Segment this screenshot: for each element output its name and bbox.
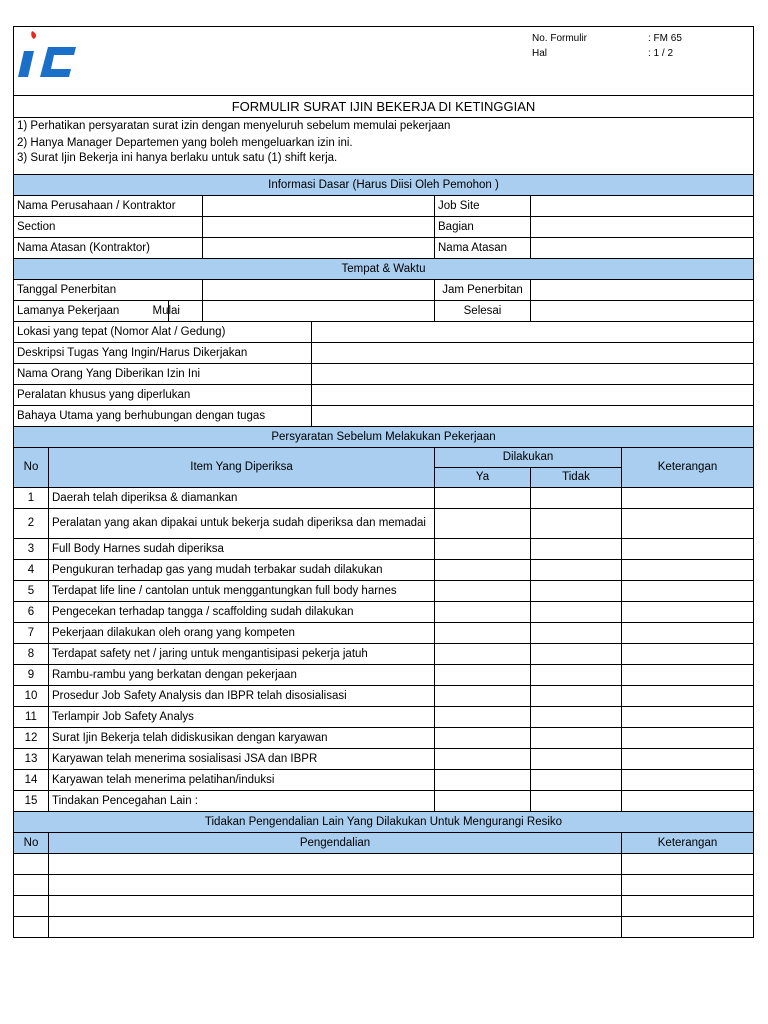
ctrl-col-no: No	[14, 833, 49, 854]
ctrl-text-cell[interactable]	[49, 854, 622, 875]
requirement-row	[14, 728, 754, 749]
req-ya-cell[interactable]	[435, 602, 531, 623]
requirement-row	[14, 602, 754, 623]
req-no: 10	[14, 686, 49, 707]
job-site-field[interactable]	[531, 196, 754, 217]
req-no: 11	[14, 707, 49, 728]
req-keterangan-cell[interactable]	[622, 707, 754, 728]
atasan-field[interactable]	[531, 238, 754, 259]
req-item-text: Terlampir Job Safety Analys	[49, 707, 435, 728]
req-tidak-cell[interactable]	[531, 644, 622, 665]
hal-value: : 1 / 2	[648, 48, 674, 59]
controls-section-title: Tidakan Pengendalian Lain Yang Dilakukan Untuk Mengurangi Resiko	[14, 812, 754, 833]
lama-text: Lamanya Pekerjaan	[17, 304, 120, 317]
req-ya-cell[interactable]	[435, 749, 531, 770]
req-item-text: Terdapat safety net / jaring untuk mengantisipasi pekerja jatuh	[49, 644, 435, 665]
requirement-row	[14, 749, 754, 770]
ctrl-note-cell[interactable]	[622, 896, 754, 917]
requirement-row	[14, 488, 754, 509]
ctrl-col-keterangan: Keterangan	[622, 833, 754, 854]
mulai-time-field[interactable]	[203, 301, 435, 322]
req-item-text: Rambu-rambu yang berkatan dengan pekerjaan	[49, 665, 435, 686]
req-no: 5	[14, 581, 49, 602]
lama-label	[14, 301, 180, 322]
req-keterangan-cell[interactable]	[622, 560, 754, 581]
req-no: 2	[14, 509, 49, 539]
req-ya-cell[interactable]	[435, 770, 531, 791]
ctrl-no-cell[interactable]	[14, 875, 49, 896]
requirement-row	[14, 791, 754, 812]
req-tidak-cell[interactable]	[531, 509, 622, 539]
requirement-row	[14, 623, 754, 644]
req-item-text: Terdapat life line / cantolan untuk menggantungkan full body harnes	[49, 581, 435, 602]
selesai-field[interactable]	[531, 301, 754, 322]
req-keterangan-cell[interactable]	[622, 602, 754, 623]
req-keterangan-cell[interactable]	[622, 749, 754, 770]
req-tidak-cell[interactable]	[531, 488, 622, 509]
req-tidak-cell[interactable]	[531, 749, 622, 770]
tanggal-field[interactable]	[203, 280, 435, 301]
req-tidak-cell[interactable]	[531, 707, 622, 728]
req-keterangan-cell[interactable]	[622, 686, 754, 707]
req-ya-cell[interactable]	[435, 707, 531, 728]
req-item-text: Full Body Harnes sudah diperiksa	[49, 539, 435, 560]
req-tidak-cell[interactable]	[531, 665, 622, 686]
req-ya-cell[interactable]	[435, 488, 531, 509]
peralatan-label: Peralatan khusus yang diperlukan	[14, 385, 312, 406]
req-item-text: Daerah telah diperiksa & diamankan	[49, 488, 435, 509]
ctrl-text-cell[interactable]	[49, 917, 622, 938]
nama-orang-label: Nama Orang Yang Diberikan Izin Ini	[14, 364, 312, 385]
req-no: 9	[14, 665, 49, 686]
req-item-text: Tindakan Pencegahan Lain :	[49, 791, 435, 812]
req-ya-cell[interactable]	[435, 644, 531, 665]
requirement-row	[14, 770, 754, 791]
req-no: 13	[14, 749, 49, 770]
requirement-row	[14, 686, 754, 707]
section-label: Section	[14, 217, 203, 238]
bagian-label: Bagian	[435, 217, 531, 238]
atasan-kontraktor-field[interactable]	[203, 238, 435, 259]
section-field[interactable]	[203, 217, 435, 238]
req-keterangan-cell[interactable]	[622, 581, 754, 602]
job-site-label: Job Site	[435, 196, 531, 217]
req-keterangan-cell[interactable]	[622, 644, 754, 665]
req-keterangan-cell[interactable]	[622, 488, 754, 509]
requirement-row	[14, 509, 754, 539]
req-ya-cell[interactable]	[435, 623, 531, 644]
bagian-field[interactable]	[531, 217, 754, 238]
req-no: 4	[14, 560, 49, 581]
req-col-tidak: Tidak	[531, 468, 622, 488]
req-no: 7	[14, 623, 49, 644]
bahaya-field[interactable]	[312, 406, 754, 427]
req-keterangan-cell[interactable]	[622, 728, 754, 749]
control-row	[14, 875, 754, 896]
form-no-label: No. Formulir	[532, 33, 588, 44]
req-keterangan-cell[interactable]	[622, 539, 754, 560]
note-2: 2) Hanya Manager Departemen yang boleh mengeluarkan izin ini.	[14, 135, 754, 152]
ctrl-note-cell[interactable]	[622, 854, 754, 875]
requirement-row	[14, 665, 754, 686]
form-title: FORMULIR SURAT IJIN BEKERJA DI KETINGGIAN	[14, 96, 754, 118]
ctrl-no-cell[interactable]	[14, 896, 49, 917]
req-ya-cell[interactable]	[435, 791, 531, 812]
requirement-row	[14, 581, 754, 602]
req-col-ya: Ya	[435, 468, 531, 488]
req-keterangan-cell[interactable]	[622, 770, 754, 791]
req-ya-cell[interactable]	[435, 581, 531, 602]
req-keterangan-cell[interactable]	[622, 623, 754, 644]
note-1: 1) Perhatikan persyaratan surat izin dengan menyeluruh sebelum memulai pekerjaan	[14, 118, 754, 135]
ctrl-note-cell[interactable]	[622, 875, 754, 896]
req-tidak-cell[interactable]	[531, 560, 622, 581]
hal-label: Hal	[532, 48, 548, 59]
req-col-item: Item Yang Diperiksa	[49, 448, 435, 488]
req-item-text: Pengecekan terhadap tangga / scaffolding sudah dilakukan	[49, 602, 435, 623]
lokasi-field[interactable]	[312, 322, 754, 343]
req-item-text: Pengukuran terhadap gas yang mudah terbakar sudah dilakukan	[49, 560, 435, 581]
req-keterangan-cell[interactable]	[622, 791, 754, 812]
req-no: 8	[14, 644, 49, 665]
req-tidak-cell[interactable]	[531, 602, 622, 623]
place-section-title: Tempat & Waktu	[14, 259, 754, 280]
req-item-text: Karyawan telah menerima sosialisasi JSA dan IBPR	[49, 749, 435, 770]
company-label: Nama Perusahaan / Kontraktor	[14, 196, 203, 217]
requirement-row	[14, 644, 754, 665]
req-ya-cell[interactable]	[435, 686, 531, 707]
bahaya-label: Bahaya Utama yang berhubungan dengan tugas	[14, 406, 312, 427]
req-no: 3	[14, 539, 49, 560]
req-col-no: No	[14, 448, 49, 488]
info-section-title: Informasi Dasar (Harus Diisi Oleh Pemohon )	[14, 175, 754, 196]
req-no: 1	[14, 488, 49, 509]
ctrl-no-cell[interactable]	[14, 854, 49, 875]
req-keterangan-cell[interactable]	[622, 509, 754, 539]
req-tidak-cell[interactable]	[531, 539, 622, 560]
req-ya-cell[interactable]	[435, 560, 531, 581]
req-tidak-cell[interactable]	[531, 770, 622, 791]
mulai-label: Mulai	[152, 304, 180, 317]
requirements-list	[14, 488, 754, 812]
permit-form	[13, 26, 753, 938]
selesai-label: Selesai	[435, 301, 531, 322]
form-header	[14, 27, 754, 96]
req-item-text: Surat Ijin Bekerja telah didiskusikan dengan karyawan	[49, 728, 435, 749]
control-row	[14, 896, 754, 917]
req-no: 6	[14, 602, 49, 623]
atasan-label: Nama Atasan	[435, 238, 531, 259]
lokasi-label: Lokasi yang tepat (Nomor Alat / Gedung)	[14, 322, 312, 343]
requirement-row	[14, 560, 754, 581]
req-tidak-cell[interactable]	[531, 728, 622, 749]
requirement-row	[14, 539, 754, 560]
nama-orang-field[interactable]	[312, 364, 754, 385]
deskripsi-label: Deskripsi Tugas Yang Ingin/Harus Dikerjakan	[14, 343, 312, 364]
company-field[interactable]	[203, 196, 435, 217]
req-no: 15	[14, 791, 49, 812]
ic-logo-icon	[18, 29, 78, 77]
atasan-kontraktor-label: Nama Atasan (Kontraktor)	[14, 238, 203, 259]
req-item-text: Prosedur Job Safety Analysis dan IBPR telah disosialisasi	[49, 686, 435, 707]
control-row	[14, 854, 754, 875]
ctrl-text-cell[interactable]	[49, 875, 622, 896]
req-ya-cell[interactable]	[435, 539, 531, 560]
jam-field[interactable]	[531, 280, 754, 301]
req-ya-cell[interactable]	[435, 509, 531, 539]
note-3: 3) Surat Ijin Bekerja ini hanya berlaku untuk satu (1) shift kerja.	[14, 152, 754, 175]
req-ya-cell[interactable]	[435, 665, 531, 686]
req-col-dilakukan: Dilakukan	[435, 448, 622, 468]
req-no: 14	[14, 770, 49, 791]
req-item-text: Pekerjaan dilakukan oleh orang yang kompeten	[49, 623, 435, 644]
req-ya-cell[interactable]	[435, 728, 531, 749]
tanggal-label: Tanggal Penerbitan	[14, 280, 203, 301]
req-item-text: Peralatan yang akan dipakai untuk bekerja sudah diperiksa dan memadai	[49, 509, 435, 539]
ctrl-note-cell[interactable]	[622, 917, 754, 938]
form-no-value: : FM 65	[648, 33, 682, 44]
peralatan-field[interactable]	[312, 385, 754, 406]
req-tidak-cell[interactable]	[531, 623, 622, 644]
req-tidak-cell[interactable]	[531, 581, 622, 602]
deskripsi-field[interactable]	[312, 343, 754, 364]
control-row	[14, 917, 754, 938]
jam-label: Jam Penerbitan	[435, 280, 531, 301]
ctrl-no-cell[interactable]	[14, 917, 49, 938]
ctrl-text-cell[interactable]	[49, 896, 622, 917]
req-item-text: Karyawan telah menerima pelatihan/induksi	[49, 770, 435, 791]
req-no: 12	[14, 728, 49, 749]
requirement-row	[14, 707, 754, 728]
requirements-section-title: Persyaratan Sebelum Melakukan Pekerjaan	[14, 427, 754, 448]
req-keterangan-cell[interactable]	[622, 665, 754, 686]
req-tidak-cell[interactable]	[531, 686, 622, 707]
req-tidak-cell[interactable]	[531, 791, 622, 812]
req-col-keterangan: Keterangan	[622, 448, 754, 488]
ctrl-col-pengendalian: Pengendalian	[49, 833, 622, 854]
